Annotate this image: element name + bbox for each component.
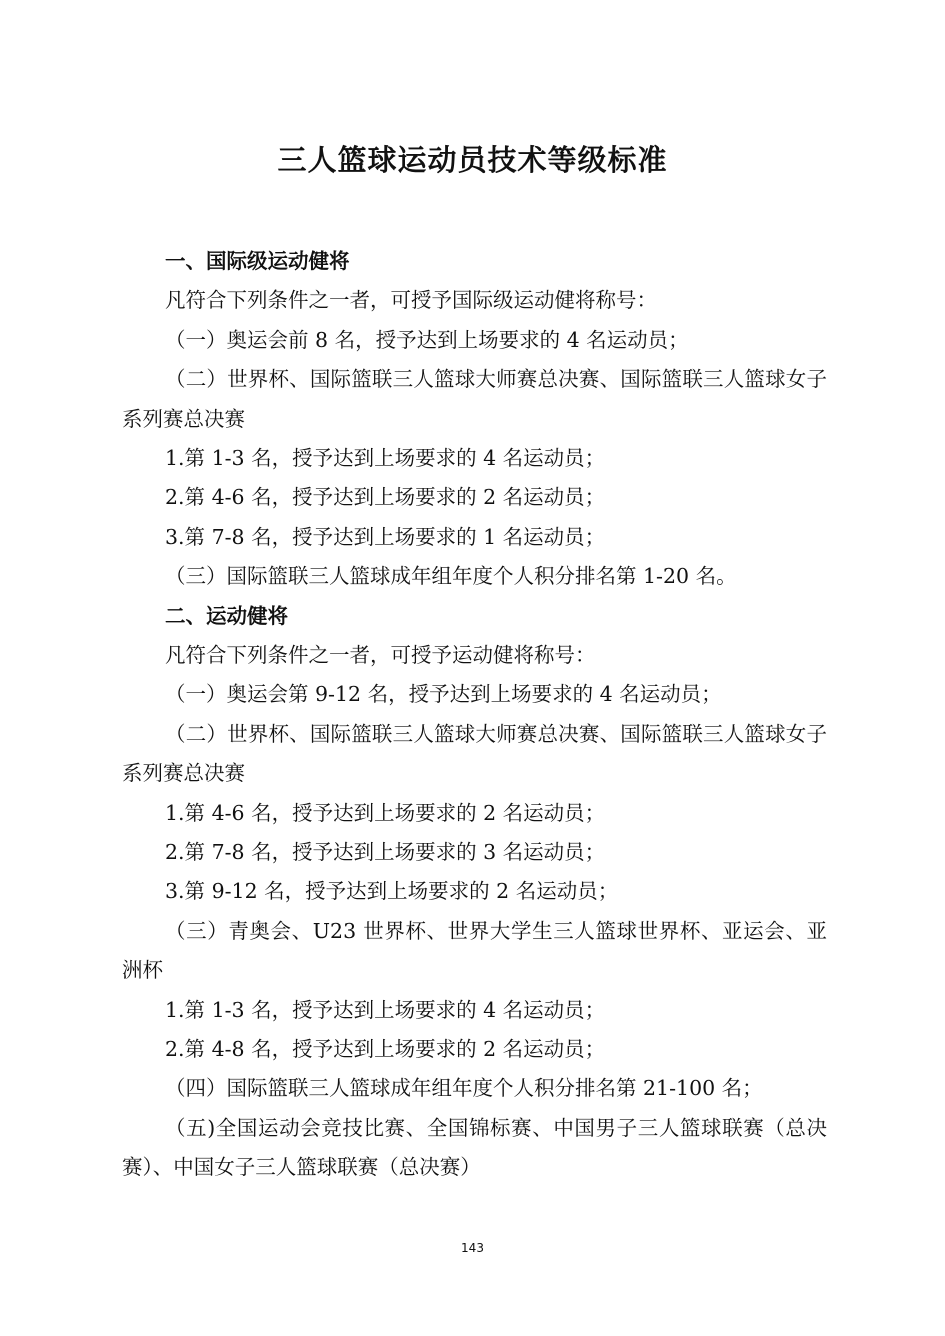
criterion-item: （一）奥运会第 9-12 名，授予达到上场要求的 4 名运动员； bbox=[165, 682, 722, 707]
section-heading-master: 二、运动健将 bbox=[165, 603, 288, 628]
section-intro: 凡符合下列条件之一者，可授予运动健将称号： bbox=[165, 642, 596, 667]
criterion-subitem: 3.第 7-8 名，授予达到上场要求的 1 名运动员； bbox=[165, 524, 606, 549]
criterion-item-wrapped: （五)全国运动会竞技比赛、全国锦标赛、中国男子三人篮球联赛（总决赛）、中国女子三人篮球联赛（总决赛） bbox=[122, 1115, 827, 1180]
section-intro: 凡符合下列条件之一者，可授予国际级运动健将称号： bbox=[165, 288, 657, 313]
criterion-subitem: 1.第 1-3 名，授予达到上场要求的 4 名运动员； bbox=[165, 997, 606, 1022]
criterion-subitem: 1.第 1-3 名，授予达到上场要求的 4 名运动员； bbox=[165, 445, 606, 470]
criterion-subitem: 2.第 7-8 名，授予达到上场要求的 3 名运动员； bbox=[165, 839, 606, 864]
criterion-subitem: 1.第 4-6 名，授予达到上场要求的 2 名运动员； bbox=[165, 800, 606, 825]
criterion-subitem: 2.第 4-8 名，授予达到上场要求的 2 名运动员； bbox=[165, 1036, 606, 1061]
section-heading-international-master: 一、国际级运动健将 bbox=[165, 249, 350, 273]
criterion-item-wrapped: （三）青奥会、U23 世界杯、世界大学生三人篮球世界杯、亚运会、亚洲杯 bbox=[122, 918, 827, 983]
criterion-subitem: 2.第 4-6 名，授予达到上场要求的 2 名运动员； bbox=[165, 485, 606, 510]
document-title: 三人篮球运动员技术等级标准 bbox=[277, 143, 668, 177]
criterion-subitem: 3.第 9-12 名，授予达到上场要求的 2 名运动员； bbox=[165, 879, 619, 904]
document-body bbox=[122, 242, 827, 1188]
criterion-item: （一）奥运会前 8 名，授予达到上场要求的 4 名运动员； bbox=[165, 327, 689, 352]
criterion-item-wrapped: （二）世界杯、国际篮联三人篮球大师赛总决赛、国际篮联三人篮球女子系列赛总决赛 bbox=[122, 367, 827, 431]
page-number: 143 bbox=[461, 1241, 484, 1255]
criterion-item: （三）国际篮联三人篮球成年组年度个人积分排名第 1-20 名。 bbox=[165, 564, 737, 589]
criterion-item-wrapped: （二）世界杯、国际篮联三人篮球大师赛总决赛、国际篮联三人篮球女子系列赛总决赛 bbox=[122, 721, 827, 786]
criterion-item: （四）国际篮联三人篮球成年组年度个人积分排名第 21-100 名； bbox=[165, 1076, 763, 1101]
